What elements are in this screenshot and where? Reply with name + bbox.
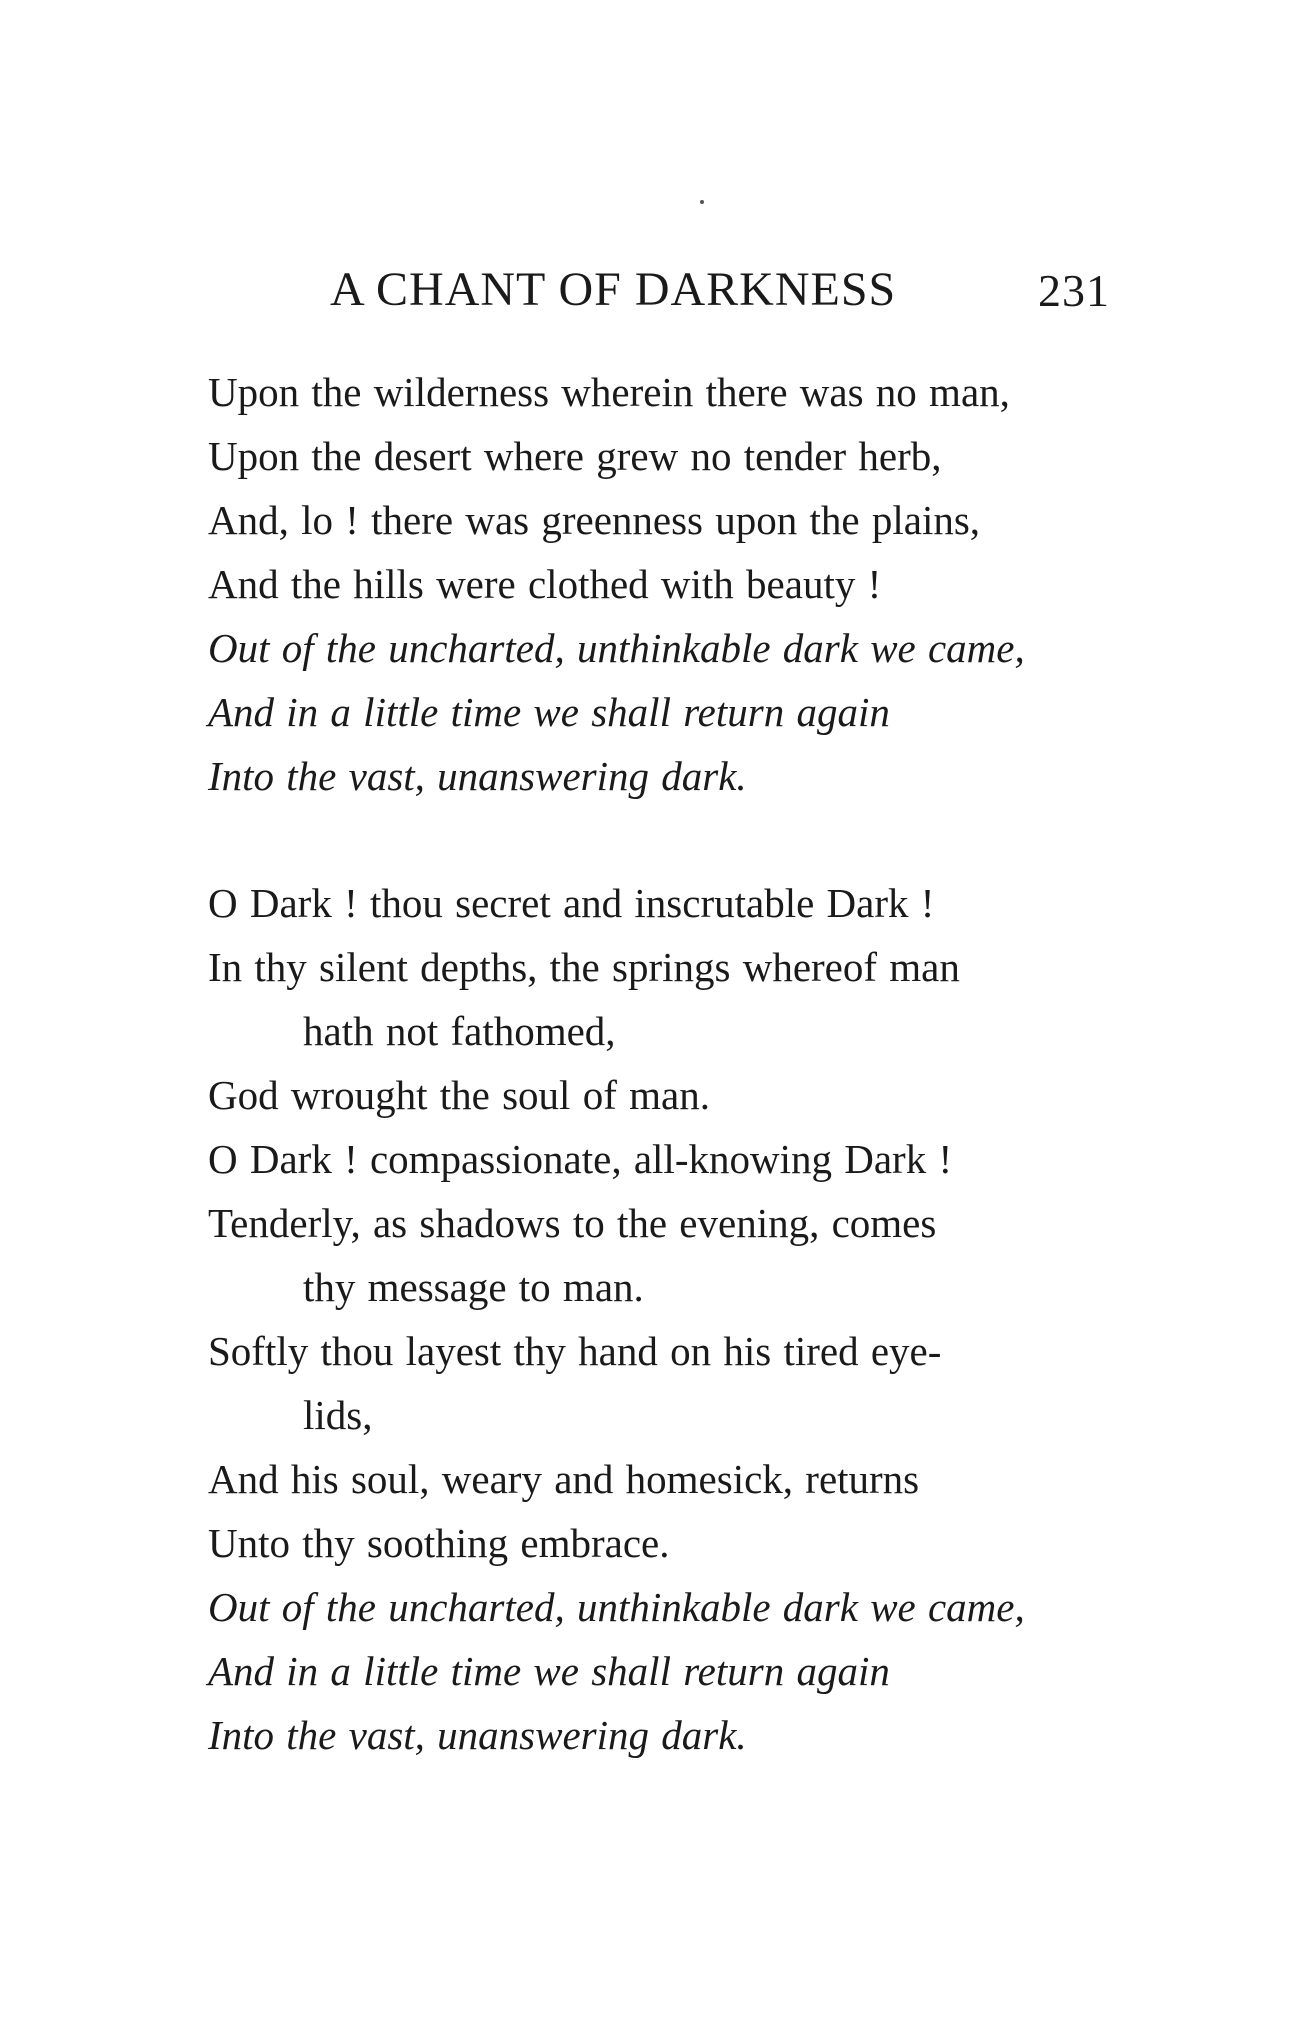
verse-line: Upon the wilderness wherein there was no man, [208, 369, 1010, 415]
refrain-line: Into the vast, unanswering dark. [208, 1712, 747, 1758]
page-number: 231 [1038, 265, 1110, 316]
refrain-line: And in a little time we shall return again [208, 1648, 890, 1694]
refrain-line: And in a little time we shall return again [208, 689, 890, 735]
verse-line: Upon the desert where grew no tender herb, [208, 433, 942, 479]
refrain-line: Out of the uncharted, unthinkable dark we came, [208, 1584, 1025, 1630]
verse-line: O Dark ! thou secret and inscrutable Dark ! [208, 880, 935, 926]
verse-line-continuation: thy message to man. [303, 1264, 644, 1310]
refrain-line: Out of the uncharted, unthinkable dark we came, [208, 625, 1025, 671]
verse-line: God wrought the soul of man. [208, 1072, 710, 1118]
poem-body [208, 360, 1108, 1767]
verse-line: O Dark ! compassionate, all-knowing Dark ! [208, 1136, 953, 1182]
verse-line: And the hills were clothed with beauty ! [208, 561, 882, 607]
chapter-title: A CHANT OF DARKNESS [330, 263, 897, 316]
verse-line: Tenderly, as shadows to the evening, comes [208, 1200, 937, 1246]
stanza-1 [208, 360, 1108, 808]
print-speck [700, 200, 704, 204]
stanza-2 [208, 871, 1108, 1767]
running-header [330, 262, 1110, 332]
verse-line-continuation: hath not fathomed, [303, 1008, 616, 1054]
verse-line: And, lo ! there was greenness upon the plains, [208, 497, 981, 543]
verse-line-continuation: lids, [303, 1392, 373, 1438]
refrain-line: Into the vast, unanswering dark. [208, 753, 747, 799]
verse-line: Softly thou layest thy hand on his tired eye- [208, 1328, 942, 1374]
verse-line: And his soul, weary and homesick, returns [208, 1456, 920, 1502]
verse-line: Unto thy soothing embrace. [208, 1520, 670, 1566]
verse-line: In thy silent depths, the springs whereof man [208, 944, 960, 990]
